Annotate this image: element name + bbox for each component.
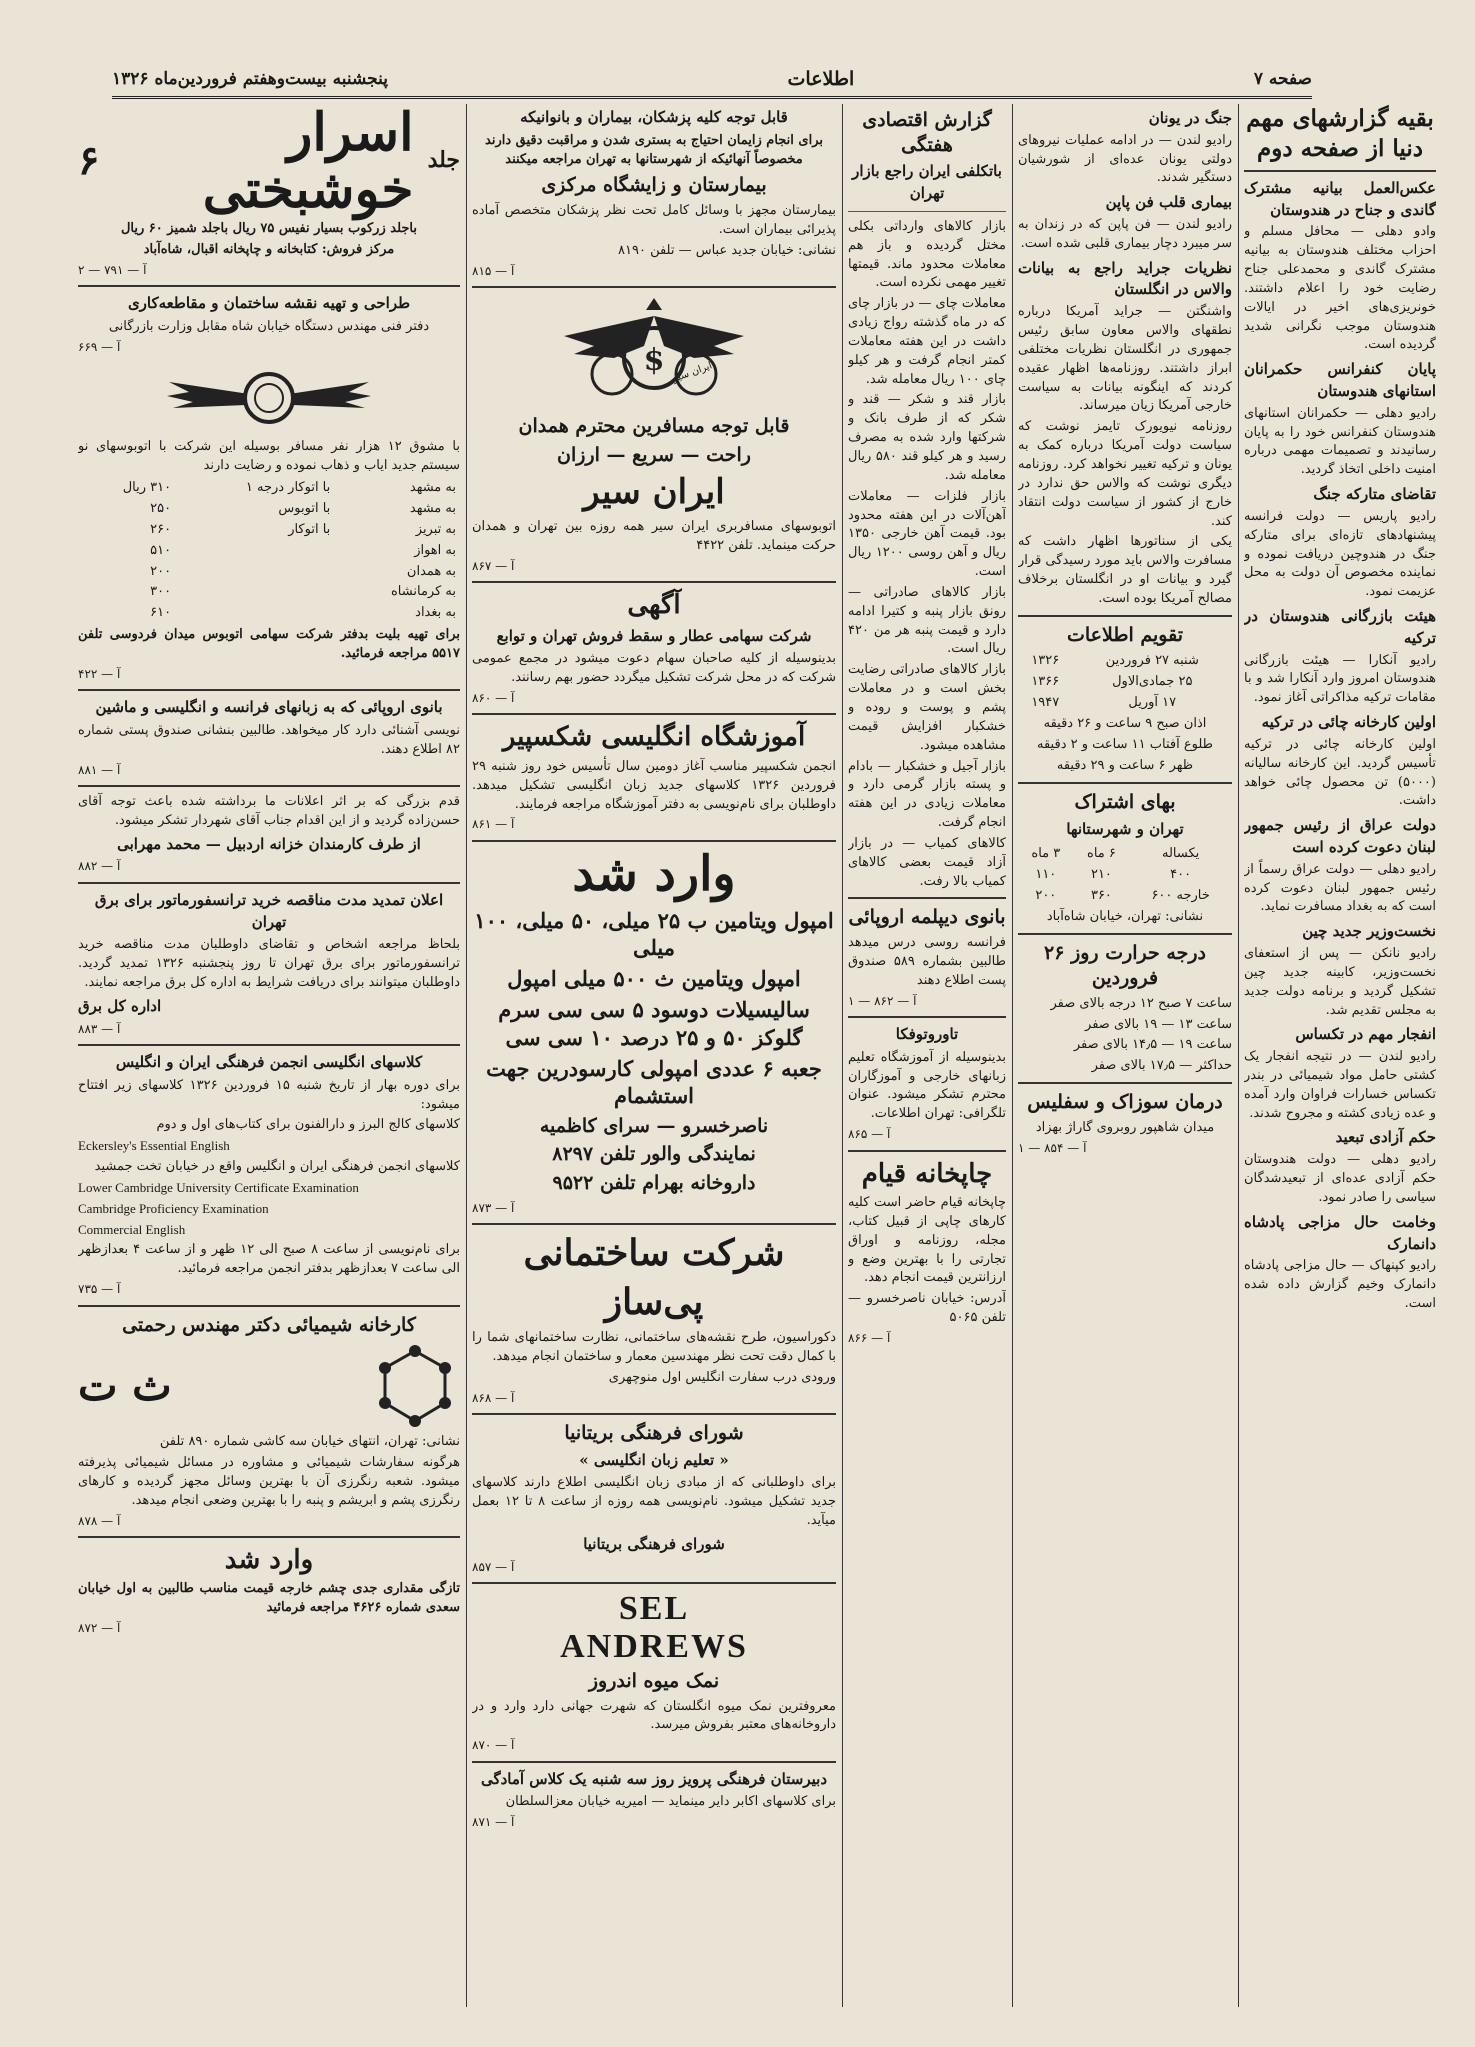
ad-subtitle: « تعلیم زبان انگلیسی » [579,1450,729,1469]
table-cell: به بغداد [415,605,456,621]
table-row [78,520,460,541]
table-cell: با اتوکار درجه ۱ [245,480,331,496]
table-cell: ۲۶۰ [150,521,172,537]
table-cell [175,541,334,562]
construction-company-name: پی‌ساز [604,1281,704,1324]
story-body: رادیو نانکن — پس از استعفای نخست‌وزیر، کابینه جدید چین تشکیل گردید و برنامه دولت جدید به مجلس تقدیم شد. [1244,945,1436,1018]
arrival-ad-title: وارد شد [572,845,736,902]
story-body: رادیو دهلی — حکمرانان استانهای هندوستان کنفرانس خود را به پایان رسانیدند و تصمیمات مهمی درباره امنیت داخلی اتخاذ گردید. [1244,405,1436,478]
ad-body: بیمارستان مجهز با وسائل کامل تحت نظر پزشکان متخصص آماده پذیرائی بیماران است. [472,203,836,237]
column-economic-report [848,104,1006,2007]
ad-code: آ — ۸۶۲ — ۱ [848,993,917,1008]
ad-body: معروفترین نمک میوه انگلستان که شهرت جهانی دارد وارد و در داروخانه‌های معتبر بفروش میرسد. [472,1698,836,1733]
ad-title: چاپخانه قیام [861,1158,993,1189]
ad-code: آ — ۸۸۲ [78,859,121,874]
column-rule [466,104,467,2007]
ad-address: نمایندگی والور تلفن ۸۲۹۷ [552,1143,756,1166]
story-title: پایان کنفرانس حکمرانان استانهای هندوستان [1244,360,1436,400]
ad-item: سالیسیلات دوسود ۵ سی سی سرم گلوکز ۵۰ و ۲۵ درصد ۱۰ سی سی [498,997,810,1050]
ad-title: کارخانه شیمیائی دکتر مهندس رحمتی [122,1313,416,1336]
table-row [1018,756,1232,777]
emblem-logo-text: ایران سیر [671,360,714,385]
ad-title: وارد شد [224,1544,314,1575]
table-row [78,603,460,624]
ad-body: برای داوطلبانی که از مبادی زبان انگلیسی اطلاع دارند کلاسهای جدید تشکیل میشود. نام‌نویسی همه روزه از ساعت ۸ تا ۱۲ بعمل میآید. [472,1475,836,1529]
table-cell: ۱۱۰ [1035,866,1057,882]
masthead [112,62,1312,99]
eagle-emblem-icon [554,296,754,406]
ad-subtitle: شرکت سهامی عطار و سقط فروش تهران و توابع [496,626,812,645]
story-body: اولین کارخانه چائی در ترکیه تأسیس گردید. این کارخانه سالیانه (۵۰۰۰) تن محصول چائی خواهد داشت. [1244,736,1436,809]
ad-code: آ — ۸۶۸ [472,1390,515,1405]
book-volume-number: ۶ [78,137,100,185]
ad-address: آدرس: خیابان ناصرخسرو — تلفن ۵۰۶۵ [848,1291,1006,1326]
temperature-row: ساعت ۱۳ — ۱۹ بالای صفر [1085,1016,1232,1032]
table-cell [175,562,334,583]
ad-body: نویسی آشنائی دارد کار میخواهد. طالبین بنشانی صندوق پستی شماره ۸۲ اطلاع دهند. [78,722,460,757]
winged-bus-logo [159,362,379,432]
issue-date: پنجشنبه بیست‌وهفتم فروردین‌ماه ۱۳۲۶ [112,69,388,89]
report-paragraph: بازار کالاهای صادراتی رضایت بخش است و در معاملات پشم و پوست و روده و خشکبار افزایش قیمت مشاهده میشود. [848,662,1006,753]
economic-report-title: گزارش اقتصادی هفتگی [862,109,992,156]
ad-body: قدم بزرگی که بر اثر اعلانات ما برداشته شده باعث توجه آقای حسن‌زاده گردید و از این اقدام جناب آقای شهردار تشکر میشود. [78,793,460,828]
ad-code: آ — ۸۷۱ [472,1815,515,1830]
table-cell: به تبریز [415,521,456,537]
temperature-row: ساعت ۱۹ — ۱۴٫۵ بالای صفر [1073,1037,1232,1053]
table-cell: ۵۱۰ [150,542,172,558]
report-paragraph: بازار قند و شکر — قند و شکر که از طرف بانک و شرکتها وارد شده به مصرف رسید و هر کیلو قند ۵۸۰ ریال معامله شد. [848,392,1006,483]
table-row [1018,844,1232,865]
ad-code: آ — ۷۹۱ — ۲ [78,263,147,278]
ad-address: نشانی: تهران، انتهای خیابان سه کاشی شماره ۸۹۰ تلفن [159,1434,460,1450]
table-cell: ۱۳۶۶ [1031,674,1060,690]
ad-body: تازگی مقداری جدی چشم خارجه قیمت مناسب طالبین به اول خیابان سعدی شماره ۴۶۲۶ مراجعه فرمائید [78,1581,460,1616]
subscription-address: نشانی: تهران، خیابان شاه‌آباد [1046,909,1204,925]
ad-item: جعبه ۶ عددی امپولی کارسودرین جهت استشمام [486,1056,822,1109]
table-row [1018,693,1232,714]
table-cell: ۲۵ جمادی‌الاول [1112,674,1193,690]
chemical-factory-header [78,1341,460,1431]
chemical-factory-mark: ث ت [78,1360,172,1410]
ad-title: طراحی و تهیه نقشه ساختمان و مقاطعه‌کاری [127,294,411,313]
book-title-english: Cambridge Proficiency Examination [78,1200,269,1216]
clinic-ad-body: میدان شاهپور روبروی گاراژ بهزاد [1035,1119,1215,1135]
clinic-ad-title: درمان سوزاک و سفلیس [1027,1091,1223,1114]
ad-address: مرکز فروش: کتابخانه و چاپخانه اقبال، شاه‌آباد [143,242,395,258]
ad-title: دبیرستان فرهنگی پرویز روز سه شنبه یک کلاس آمادگی [480,1769,828,1788]
molecule-icon [370,1341,460,1431]
ad-body: بدینوسیله از آموزشگاه تعلیم زبانهای خارجی و آموزگاران محترم تشکر میشود. عنوان تلگرافی: تهران اطلاعات. [848,1049,1006,1122]
winged-wheel-icon [159,362,379,432]
ad-body: چاپخانه قیام حاضر است کلیه کارهای چاپی از قبیل کتاب، مجله، روزنامه و اوراق تجارتی را با بهترین وضع و ارزانترین قیمت انجام دهد. [848,1195,1006,1286]
table-cell: ۲۵۰ [150,500,172,516]
table-cell: یکساله [1161,845,1200,861]
ad-body: اتوبوسهای مسافربری ایران سیر همه روزه بین تهران و همدان حرکت مینماید. تلفن ۴۴۲۲ [472,518,836,553]
table-cell: ظهر ۶ ساعت و ۲۹ دقیقه [1056,757,1194,773]
ad-item: امپول ویتامین ث ۵۰۰ میلی امپول [507,966,801,992]
story-title: تقاضای متارکه جنگ [1313,485,1436,504]
table-cell: ۱۷ آوریل [1128,695,1177,711]
story-body: روزنامه نیویورک تایمز نوشت که سیاست دولت آمریکا درباره کمک به یونان و ترکیه تغییر نخواهد کرد. روزنامه دیگری نوشت که والاس حق ندارد در خارج از کشور از سیاست دولت انتقاد کند. [1018,419,1232,529]
table-cell: خارجه ۶۰۰ [1151,887,1210,903]
ad-code: آ — ۸۷۳ [472,1200,515,1215]
ad-code: آ — ۸۵۴ — ۱ [1018,1140,1087,1155]
story-body: یکی از سناتورها اظهار داشت که مسافرت والاس باید مورد رسیدگی قرار گیرد و بیانات او در انگلستان برخلاف مصالح آمریکا بوده است. [1018,534,1232,606]
report-paragraph: کالاهای کمیاب — در بازار آزاد قیمت بعضی کالاهای کمیاب بالا رفت. [848,835,1006,889]
story-title: عکس‌العمل بیانیه مشترک گاندی و جناح در هندوستان [1244,178,1436,219]
ad-code: آ — ۸۶۰ [472,690,515,705]
ad-body: هرگونه سفارشات شیمیائی و مشاوره در مسائل شیمیائی پذیرفته میشود. شعبه رنگرزی آن با بهترین وسائل مجهز گردیده و کارهای رنگرزی پشم و ابریشم و پنبه را با بهترین وضعی انجام میدهد. [78,1455,460,1508]
story-title: حکم آزادی تبعید [1335,1128,1436,1147]
table-cell: ۱۹۴۷ [1031,695,1060,711]
table-cell: ۳ ماه [1031,845,1061,861]
ad-signature: از طرف کارمندان خزانه اردبیل — محمد مهرابی [117,834,421,853]
table-row [1018,865,1232,886]
story-body: رادیو دهلی — دولت هندوستان حکم آزادی عده‌ای از تبعیدشدگان سیاسی را صادر نمود. [1244,1152,1436,1205]
table-cell: به مشهد [409,480,456,496]
subscription-title: بهای اشتراک [1074,791,1176,814]
table-cell: به اهواز [414,542,456,558]
ad-code: آ — ۸۷۲ [78,1621,121,1636]
ad-slogan: راحت — سریع — ارزان [557,443,751,466]
ad-code: آ — ۸۸۳ [78,1021,121,1036]
book-title-english: Eckersley's Essential English [78,1138,230,1154]
table-cell: به مشهد [409,500,456,516]
brand-sel: SEL [618,1590,690,1628]
eagle-emblem-logo [554,296,754,406]
ad-title: اعلان تمدید مدت مناقصه خرید ترانسفورماتور برای برق تهران [94,890,444,931]
column-rule [842,104,843,2007]
story-body: وادو دهلی — محافل مسلم و احزاب مختلف هندوستان به بیانیه مشترک گاندی و محمدعلی جناح رضایت خود را اعلام داشتند. خونریزی‌های اخیر در ایالات هندوستان موجب نگرانی شدید گردیده است. [1244,224,1436,353]
ad-code: آ — ۸۶۷ [472,558,515,573]
ad-body: با مشوق ۱۲ هزار نفر مسافر بوسیله این شرکت با اتوبوسهای نو سیستم جدید ایاب و ذهاب نموده و رضایت دارند [78,439,460,474]
ad-code: آ — ۸۵۷ [472,1559,515,1574]
ad-title: آموزشگاه انگلیسی شکسپیر [502,722,806,753]
table-row [1018,735,1232,756]
ad-body: انجمن شکسپیر مناسب آغاز دومین سال تأسیس خود روز شنبه ۲۹ فروردین ۱۳۲۶ کلاسهای جدید زبان انگلیسی تشکیل میدهد. داوطلبان برای نام‌نویسی به دفتر آموزشگاه مراجعه فرمایند. [472,758,836,812]
table-cell: به کرمانشاه [391,584,456,600]
table-cell: با اتوکار [288,521,331,537]
table-row [78,478,460,499]
ad-signature: شورای فرهنگی بریتانیا [583,1534,725,1553]
ad-address: ورودی درب سفارت انگلیس اول منوچهری [608,1369,836,1385]
table-cell: ۳۰۰ [150,584,172,600]
table-row [1018,672,1232,693]
economic-report-subtitle: باتکلفی ایران راجع بازار تهران [852,162,1002,203]
table-cell: ۲۰۰ [1035,887,1057,903]
svg-text:$: $ [643,343,665,379]
table-row [1018,651,1232,672]
subscription-table [1018,844,1232,907]
book-title-english: Commercial English [78,1221,186,1237]
ad-title: شورای فرهنگی بریتانیا [564,1422,744,1444]
ad-title: قابل توجه کلیه پزشکان، بیماران و بانوانیکه [520,108,788,126]
story-body: رادیو پاریس — دولت فرانسه پیشنهادهای تازه‌ای برای متارکه جنگ در هندوچین دریافت نموده و نماینده مخصوص آن دولت به محل عزیمت نمود. [1244,508,1436,600]
ad-body: دفتر فنی مهندس دستگاه خیابان شاه مقابل وزارت بازرگانی [108,319,430,335]
table-cell [175,603,334,624]
ad-body: فرانسه روسی درس میدهد طالبین بشماره ۵۸۹ صندوق پست اطلاع دهند [848,935,1006,988]
book-ad-header [78,104,460,221]
column-rule [1012,104,1013,2007]
report-paragraph: بازار فلزات — معاملات آهن‌آلات در این هفته محدود بود. قیمت آهن خارجی ۱۳۵۰ ریال و آهن روسی ۱۲۰۰ ریال است. [848,488,1006,580]
temperature-row: ساعت ۷ صبح ۱۲ درجه بالای صفر [1050,995,1232,1011]
story-title: اولین کارخانه چائی در ترکیه [1261,713,1436,732]
table-row [1018,886,1232,907]
ad-code: آ — ۶۶۹ [78,340,121,355]
ad-title: کلاسهای انگلیسی انجمن فرهنگی ایران و انگلیس [115,1052,423,1071]
table-row [78,582,460,603]
ad-code: آ — ۸۶۱ [472,817,515,832]
table-row [78,541,460,562]
ad-body: دکوراسیون، طرح نقشه‌های ساختمانی، نظارت ساختمانهای شما را با کمال دقت تحت نظر مهندسین معمار و ساختمان انجام میدهد. [472,1330,836,1364]
table-cell: ۲۰۰ [150,563,172,579]
ad-code: آ — ۸۶۵ [848,1127,891,1142]
table-cell: ۱۳۲۶ [1031,653,1060,669]
story-body: رادیو کپنهاک — حال مزاجی پادشاه دانمارک وخیم گزارش داده شده است. [1244,1258,1436,1311]
ad-item: امپول ویتامین ب ۲۵ میلی، ۵۰ میلی، ۱۰۰ میلی [474,907,834,960]
story-title: انفجار مهم در تکساس [1295,1025,1436,1044]
book-title-english: Lower Cambridge University Certificate Examination [78,1179,359,1195]
table-cell: ۶ ماه [1087,845,1116,861]
story-title: دولت عراق از رئیس جمهور لبنان دعوت کرده است [1244,816,1436,856]
table-cell: شنبه ۲۷ فروردین [1105,653,1199,669]
table-cell: ۲۱۰ [1090,866,1112,882]
ad-body: برای انجام زایمان احتیاج به بستری شدن و مراقبت دقیق دارند مخصوصاً آنهائیکه از شهرستانها به تهران مراجعه میکنند [485,132,823,167]
brand-persian-name: نمک میوه اندروز [588,1669,720,1692]
calendar-table [1018,651,1232,776]
column-news-calendar [1018,104,1232,2007]
book-title: اسرار خوشبختی [202,104,414,221]
column-rule [1238,104,1239,2007]
report-paragraph: بازار کالاهای وارداتی بکلی مختل گردیده و باز هم معاملات محدود ماند. قیمتها تغییر مهمی نکرده است. [848,218,1006,291]
ad-body: برای دوره بهار از تاریخ شنبه ۱۵ فروردین ۱۳۲۶ کلاسهای زیر افتتاح میشود: [78,1077,460,1112]
ad-body: برای نام‌نویسی از ساعت ۸ صبح الی ۱۲ ظهر و از ساعت ۴ بعدازظهر الی ساعت ۷ بعدازظهر بدفتر انجمن مراجعه فرمائید. [78,1242,460,1277]
table-cell: ۳۶۰ [1090,887,1112,903]
ad-body: برای تهیه بلیت بدفتر شرکت سهامی اتوبوس میدان فردوسی تلفن ۵۵۱۷ مراجعه فرمائید. [78,627,460,661]
ad-body: برای کلاسهای اکابر دایر مینماید — امیریه خیابان معزالسلطان [505,1794,836,1810]
ad-address: داروخانه بهرام تلفن ۹۵۲۲ [552,1172,756,1194]
ad-body: بدینوسیله از کلیه صاحبان سهام دعوت میشود در مجمع عمومی شرکت که در محل شرکت تشکیل میگردد حضور بهم رسانند. [472,651,836,686]
paper-title: اطلاعات [787,68,855,90]
report-paragraph: بازار آجیل و خشکبار — بادام و پسته بازار گرمی دارد و معاملات زیادی در این هفته انجام گرفت. [848,758,1006,831]
hospital-name: بیمارستان و زایشگاه مرکزی [541,174,767,197]
brand-andrews: ANDREWS [560,1627,748,1665]
book-volume-label: جلد [427,147,460,174]
column-classifieds [78,104,460,2007]
ad-code: آ — ۸۶۶ [848,1330,891,1345]
construction-company-title: شرکت ساختمانی [523,1232,785,1275]
story-body: رادیو دهلی — دولت عراق رسماً از رئیس جمهور لبنان دعوت کرده است که به بغداد مسافرت نماید. [1244,861,1436,915]
ad-title: آگهی [627,590,681,620]
temperature-title: درجه حرارت روز ۲۶ فروردین [1044,942,1206,989]
subscription-subtitle: تهران و شهرستانها [1066,820,1184,839]
story-body: رادیو لندن — در نتیجه انفجار یک کشتی حامل مواد شیمیائی در بندر تکساس خسارات فراوان وارد آمده و عده زیادی کشته و مجروح شدند. [1244,1049,1436,1121]
report-paragraph: معاملات چای — در بازار چای که در ماه گذشته رواج زیادی داشت در این هفته معاملات کمتر انجام گرفت و هر کیلو چای ۱۰۰ ریال معامله شد. [848,296,1006,387]
story-title: بیماری قلب فن پاپن [1105,193,1232,212]
ad-code: آ — ۸۷۸ [78,1513,121,1528]
ad-body: بلحاظ مراجعه اشخاص و تقاضای داوطلبان مدت مناقصه خرید ترانسفورماتور برای برق تهران تا روز پنجشنبه ۱۳۲۶ تمدید گردید. داوطلبان میتوانند برای دریافت شرایط به اداره کل برق مراجعه نمایند. [78,937,460,990]
story-title: جنگ در یونان [1148,109,1232,127]
story-title: وخامت حال مزاجی پادشاه دانمارک [1244,1212,1436,1253]
ad-code: آ — ۸۷۰ [472,1738,515,1753]
ad-code: آ — ۷۳۵ [78,1282,121,1297]
ad-title: بانوی دیپلمه اروپائی [848,906,1006,929]
ad-code: آ — ۸۸۱ [78,762,121,777]
story-title: نخست‌وزیر جدید چین [1302,922,1436,941]
table-cell: ۶۱۰ [150,605,172,621]
ad-title: بانوی اروپائی که به زبانهای فرانسه و انگلیسی و ماشین [95,698,443,717]
story-body: رادیو لندن — در ادامه عملیات نیروهای دولتی یونان عده‌ای از شورشیان دستگیر شدند. [1018,132,1232,186]
ad-address: ناصرخسرو — سرای کاظمیه [539,1114,769,1137]
table-cell: به همدان [406,563,456,579]
column-world-news [1244,104,1436,2007]
table-cell: اذان صبح ۹ ساعت و ۲۶ دقیقه [1043,715,1207,731]
table-cell [175,582,334,603]
story-body: واشنگتن — جراید آمریکا درباره نطقهای والاس معاون سابق رئیس جمهوری در انگلستان نظریات مختلفی ابراز داشتند. روزنامه‌ها اظهار عقیده کردند که اینگونه بیانات به سیاست خارجی آمریکا زیان میرساند. [1018,304,1232,414]
ad-title: قابل توجه مسافرین محترم همدان [518,415,790,438]
story-body: رادیو آنکارا — هیئت بازرگانی هندوستان امروز وارد آنکارا شد و با مقامات ترکیه مذاکراتی آغاز نمود. [1244,652,1436,706]
bus-company-name: ایران سیر [583,472,725,513]
ad-body: باجلد زرکوب بسیار نفیس ۷۵ ریال باجلد شمیز ۶۰ ریال [120,221,418,237]
table-cell: طلوع آفتاب ۱۱ ساعت و ۲ دقیقه [1037,736,1213,752]
story-title: نظریات جراید راجع به بیانات والاس در انگلستان [1018,258,1232,299]
ad-item: کلاسهای انجمن فرهنگی ایران و انگلیس واقع در خیابان تخت جمشید [94,1159,460,1175]
column-advertisements [472,104,836,2007]
story-title: هیئت بازرگانی هندوستان در ترکیه [1244,607,1436,647]
ad-item: کلاسهای کالج البرز و دارالفنون برای کتاب‌های اول و دوم [156,1117,460,1133]
table-cell: ۴۰۰ [1170,866,1192,882]
story-body: رادیو لندن — فن پاپن که در زندان به سر میبرد دچار بیماری قلبی شده است. [1018,217,1232,251]
ad-code: آ — ۴۲۲ [78,666,121,681]
table-row [78,499,460,520]
ad-title: تاوروتوفکا [895,1025,959,1044]
page-number: صفحه ۷ [1253,69,1312,89]
calendar-title: تقویم اطلاعات [1066,623,1183,646]
bus-fare-table [78,478,460,624]
temperature-row: حداکثر — ۱۷٫۵ بالای صفر [1091,1058,1232,1074]
ad-address: نشانی: خیابان جدید عباس — تلفن ۸۱۹۰ [618,242,836,258]
table-cell: ۳۱۰ ریال [122,480,172,496]
table-row [78,562,460,583]
report-paragraph: بازار کالاهای صادراتی — رونق بازار پنبه و کتیرا ادامه دارد و قیمت پنبه هر من ۴۲۰ ریال است. [848,584,1006,657]
ad-code: آ — ۸۱۵ [472,263,515,278]
table-row [1018,714,1232,735]
headline-world-news: بقیه گزارشهای مهم دنیا از صفحه دوم [1246,105,1434,162]
ad-signature: اداره کل برق [78,996,162,1015]
table-cell: با اتوبوس [278,500,331,516]
